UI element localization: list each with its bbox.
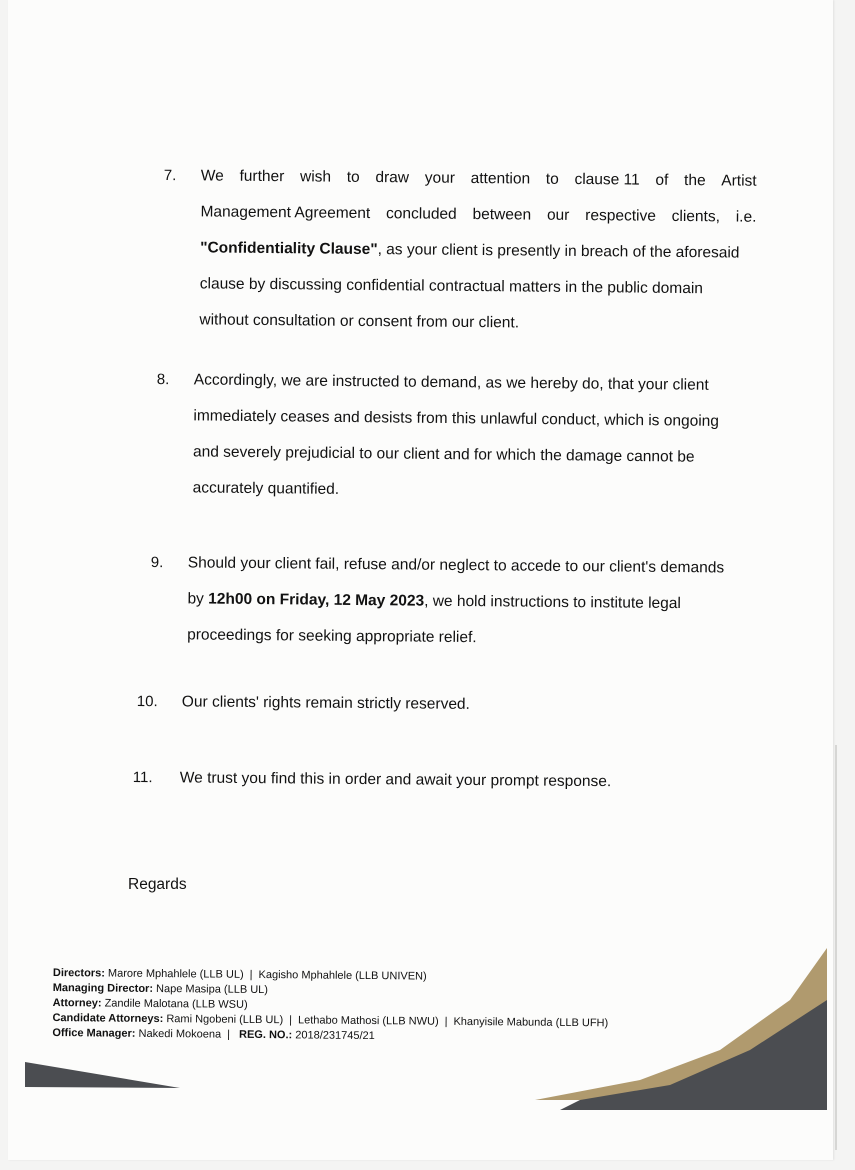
bold-phrase: 12h00 on Friday, 12 May 2023 (208, 590, 425, 610)
footer-office-manager: Office Manager: Nakedi Mokoena | REG. NO.: 2018/231745/21 (52, 1026, 375, 1043)
paragraph-line: without consultation or consent from our client. (199, 311, 520, 332)
paragraph-line: accurately quantified. (192, 479, 340, 498)
paragraph-number: 8. (156, 370, 170, 389)
paragraph-line-with-bold: "Confidentiality Clause", as your client is presently in breach of the aforesaid (200, 239, 740, 262)
bold-phrase: "Confidentiality Clause" (200, 239, 378, 259)
footer-attorney: Attorney: Zandile Malotana (LLB WSU) (52, 996, 248, 1011)
paragraph-line: proceedings for seeking appropriate relief. (187, 626, 477, 647)
paragraph-line: Our clients' rights remain strictly reserved. (181, 693, 470, 713)
paragraph-number: 9. (150, 553, 164, 572)
footer-managing-director: Managing Director: Nape Masipa (LLB UL) (52, 981, 269, 997)
paragraph-line: We further wish to draw your attention to clause 11 of the Artist (200, 167, 757, 190)
paragraph-line: immediately ceases and desists from this unlawful conduct, which is ongoing (193, 407, 720, 430)
paragraph-number: 11. (132, 768, 153, 787)
footer-candidate-attorneys: Candidate Attorneys: Rami Ngobeni (LLB UL) | Lethabo Mathosi (LLB NWU) | Khanyisile Mabunda (LLB UFH) (52, 1011, 609, 1030)
regards-closing: Regards (128, 876, 187, 893)
paragraph-number: 10. (136, 692, 158, 711)
paragraph-line: Management Agreement concluded between our respective clients, i.e. (200, 203, 757, 226)
charcoal-left-bar-shape (25, 1062, 180, 1088)
paragraph-line-with-bold: by 12h00 on Friday, 12 May 2023, we hold instructions to institute legal (187, 590, 681, 613)
paragraph-line: We trust you find this in order and await your prompt response. (179, 769, 612, 791)
paragraph-line: Accordingly, we are instructed to demand, as we hereby do, that your client (193, 371, 709, 394)
paragraph-line: and severely prejudicial to our client and for which the damage cannot be (192, 443, 695, 466)
paragraph-line: Should your client fail, refuse and/or neglect to accede to our client's demands (187, 554, 725, 577)
paragraph-number: 7. (163, 166, 177, 185)
paragraph-line: clause by discussing confidential contractual matters in the public domain (199, 275, 704, 298)
footer-directors: Directors: Marore Mphahlele (LLB UL) | Kagisho Mphahlele (LLB UNIVEN) (52, 966, 427, 983)
